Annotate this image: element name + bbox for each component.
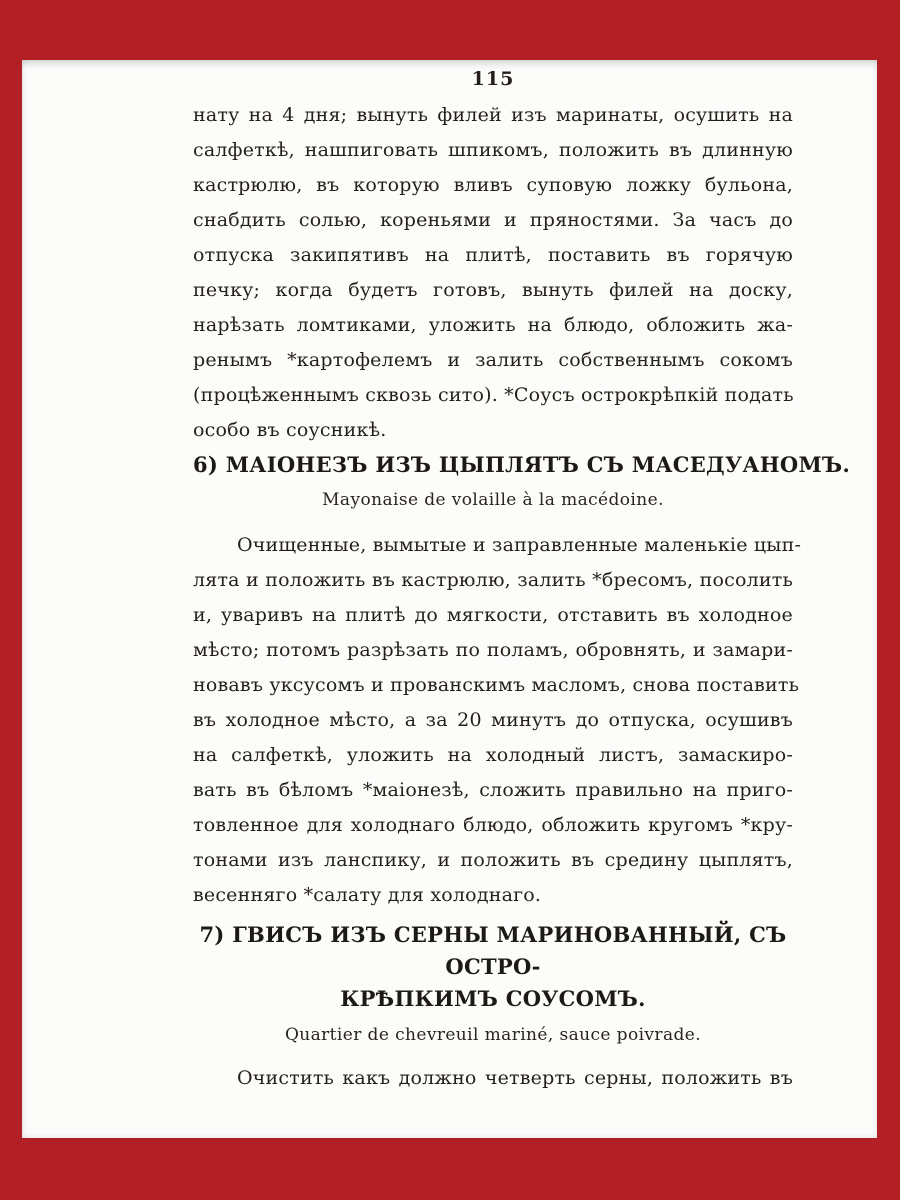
recipe-7-paragraph	[193, 1061, 793, 1096]
text-line: вать въ бѣломъ *маіонезѣ, сложить правильно на приго-	[193, 779, 793, 801]
text-line: ренымъ *картофелемъ и залить собственнымъ сокомъ	[193, 349, 793, 371]
text-line: новавъ уксусомъ и прованскимъ масломъ, снова поставить	[193, 674, 800, 696]
text-line: Очистить какъ должно четверть серны, положить въ	[237, 1067, 793, 1089]
recipe-7-title-line1: 7) ГВИСЪ ИЗЪ СЕРНЫ МАРИНОВАННЫЙ, СЪ ОСТРО-	[199, 922, 787, 979]
text-line: особо въ соусникѣ.	[193, 419, 387, 441]
text-line: весенняго *салату для холоднаго.	[193, 884, 542, 906]
recipe-6-paragraph	[193, 528, 802, 913]
text-line: товленное для холоднаго блюдо, обложить кругомъ *кру-	[193, 814, 793, 836]
text-line: салфеткѣ, нашпиговать шпикомъ, положить въ длинную	[193, 139, 793, 161]
paragraph-continuation	[193, 98, 793, 448]
page-number: 115	[471, 68, 515, 90]
text-line: печку; когда будетъ готовъ, вынуть филей на доску,	[193, 279, 793, 301]
text-line: (процѣженнымъ сквозь сито). *Соусъ острокрѣпкій подать	[193, 384, 794, 406]
text-line: кастрюлю, въ которую вливъ суповую ложку бульона,	[193, 174, 793, 196]
text-line: Очищенные, вымытые и заправленные маленькіе цып-	[237, 534, 802, 556]
recipe-7-title-line2: КРѢПКИМЪ СОУСОМЪ.	[340, 986, 646, 1011]
text-line: нарѣзать ломтиками, уложить на блюдо, обложить жа-	[193, 314, 793, 336]
text-line: и, уваривъ на плитѣ до мягкости, отставить въ холодное	[193, 604, 793, 626]
text-line: въ холодное мѣсто, а за 20 минутъ до отпуска, осушивъ	[193, 709, 793, 731]
text-line: лята и положить въ кастрюлю, залить *бресомъ, посолить	[193, 569, 793, 591]
text-line: снабдить солью, кореньями и пряностями. За часъ до	[193, 209, 793, 231]
recipe-6-subtitle-french: Mayonaise de volaille à la macédoine.	[322, 490, 664, 510]
text-column	[193, 68, 851, 1096]
text-line: мѣсто; потомъ разрѣзать по поламъ, обровнять, и замари-	[193, 639, 793, 661]
recipe-7-subtitle-french: Quartier de chevreuil mariné, sauce poivrade.	[284, 1025, 702, 1045]
text-line: отпуска закипятивъ на плитѣ, поставить въ горячую	[193, 244, 793, 266]
text-line: нату на 4 дня; вынуть филей изъ маринаты, осушить на	[193, 104, 793, 126]
book-page	[22, 60, 877, 1138]
recipe-6-title: 6) МАІОНЕЗЪ ИЗЪ ЦЫПЛЯТЪ СЪ МАСЕДУАНОМЪ.	[193, 452, 851, 477]
recipe-7-title	[193, 919, 793, 1015]
text-line: тонами изъ ланспику, и положить въ средину цыплятъ,	[193, 849, 793, 871]
text-line: на салфеткѣ, уложить на холодный листъ, замаскиро-	[193, 744, 793, 766]
